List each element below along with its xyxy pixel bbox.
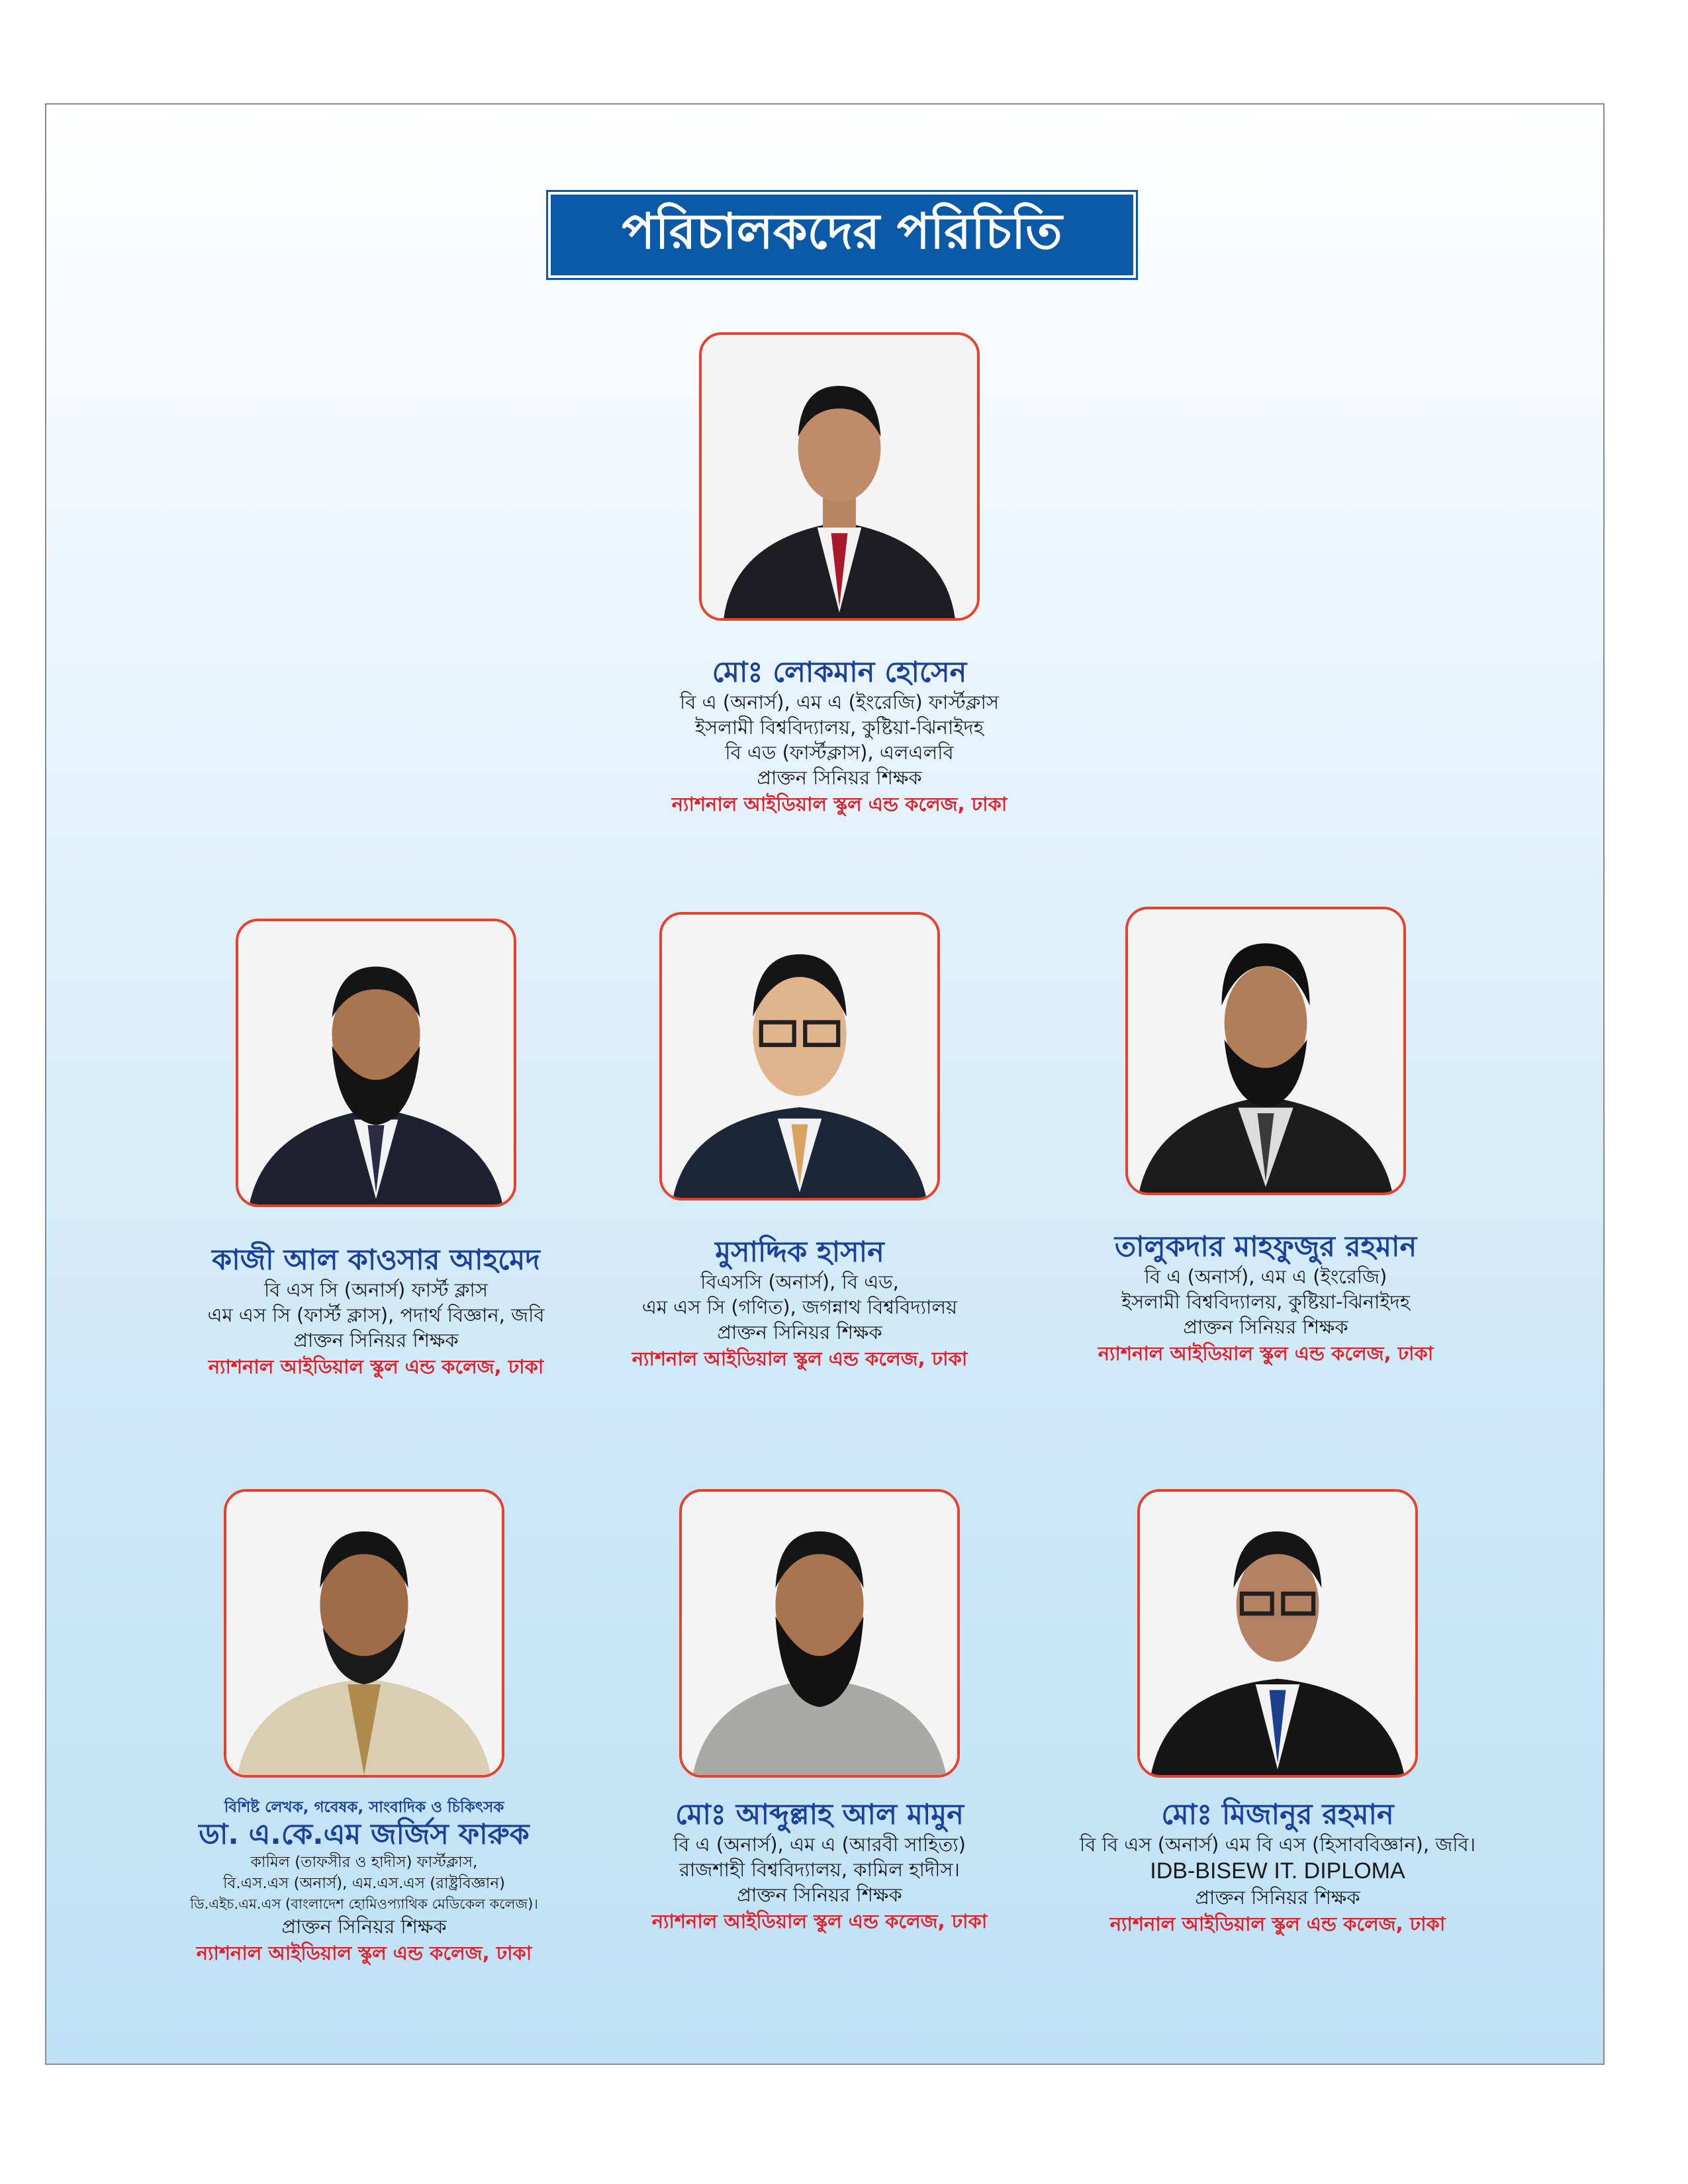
director-position: প্রাক্তন সিনিয়র শিক্ষক — [1183, 1316, 1348, 1338]
director-position: প্রাক্তন সিনিয়র শিক্ষক — [1195, 1886, 1360, 1909]
director-info — [1013, 1797, 1542, 1938]
director-institution: ন্যাশনাল আইডিয়াল স্কুল এন্ড কলেজ, ঢাকা — [671, 793, 1008, 815]
director-photo — [224, 1489, 504, 1778]
director-institution: ন্যাশনাল আইডিয়াল স্কুল এন্ড কলেজ, ঢাকা — [1098, 1342, 1434, 1365]
director-qualification: এম এস সি (গণিত), জগন্নাথ বিশ্ববিদ্যালয় — [641, 1296, 958, 1318]
director-qualification: কামিল (তাফসীর ও হাদীস) ফার্স্টক্লাস, — [250, 1854, 478, 1871]
director-photo — [659, 912, 940, 1201]
director-info — [535, 1235, 1064, 1373]
director-qualification: বি এড (ফার্স্টক্লাস), এলএলবি — [725, 741, 954, 764]
director-qualification: বি.এস.এস (অনার্স), এম.এস.এস (রাষ্ট্রবিজ্ঞান) — [222, 1875, 506, 1892]
director-qualification: এম এস সি (ফার্স্ট ক্লাস), পদার্থ বিজ্ঞান, জবি — [207, 1304, 545, 1326]
director-name: মুসাদ্দিক হাসান — [715, 1236, 884, 1269]
director-photo — [679, 1489, 960, 1778]
director-position: প্রাক্তন সিনিয়র শিক্ষক — [717, 1321, 882, 1343]
director-qualification: ইসলামী বিশ্ববিদ্যালয়, কুষ্টিয়া-ঝিনাইদহ — [695, 716, 984, 739]
director-position: প্রাক্তন সিনিয়র শিক্ষক — [293, 1329, 459, 1351]
director-qualification: বি এ (অনার্স), এম এ (ইংরেজি) ফার্স্টক্লাস — [679, 691, 1000, 713]
portrait-icon — [238, 921, 514, 1205]
director-institution: ন্যাশনাল আইডিয়াল স্কুল এন্ড কলেজ, ঢাকা — [208, 1355, 544, 1378]
director-institution: ন্যাশনাল আইডিয়াল স্কুল এন্ড কলেজ, ঢাকা — [632, 1347, 968, 1370]
director-name: মোঃ লোকমান হোসেন — [712, 656, 967, 689]
director-position: প্রাক্তন সিনিয়র শিক্ষক — [737, 1884, 902, 1906]
director-qualification: রাজশাহী বিশ্ববিদ্যালয়, কামিল হাদীস। — [679, 1858, 960, 1881]
director-name: মোঃ মিজানুর রহমান — [1161, 1798, 1394, 1831]
director-institution: ন্যাশনাল আইডিয়াল স্কুল এন্ড কলেজ, ঢাকা — [651, 1910, 988, 1933]
director-info — [1001, 1230, 1530, 1367]
portrait-icon — [1128, 909, 1403, 1193]
portrait-icon — [226, 1492, 502, 1775]
director-qualification: ডি.এইচ.এম.এস (বাংলাদেশ হোমিওপ্যাথিক মেডিকেল কলেজ)। — [190, 1896, 538, 1912]
director-photo — [1125, 907, 1406, 1195]
portrait-icon — [1140, 1492, 1415, 1775]
portrait-icon — [682, 1492, 957, 1775]
director-tagline: বিশিষ্ট লেখক, গবেষক, সাংবাদিক ও চিকিৎসক — [224, 1799, 504, 1816]
director-qualification: বি এ (অনার্স), এম এ (ইংরেজি) — [1144, 1265, 1387, 1288]
director-name: তালুকদার মাহফুজুর রহমান — [1114, 1230, 1417, 1263]
director-name: ডা. এ.কে.এম জর্জিস ফারুক — [199, 1818, 530, 1851]
director-position: প্রাক্তন সিনিয়র শিক্ষক — [281, 1915, 447, 1938]
director-institution: ন্যাশনাল আইডিয়াল স্কুল এন্ড কলেজ, ঢাকা — [196, 1942, 532, 1964]
director-name: কাজী আল কাওসার আহমেদ — [212, 1244, 540, 1277]
director-photo — [1137, 1489, 1418, 1778]
portrait-icon — [702, 335, 977, 618]
director-info — [575, 655, 1104, 818]
director-photo — [236, 919, 516, 1207]
director-institution: ন্যাশনাল আইডিয়াল স্কুল এন্ড কলেজ, ঢাকা — [1109, 1913, 1446, 1935]
director-name: মোঃ আব্দুল্লাহ আল মামুন — [675, 1798, 964, 1831]
page-title: পরিচালকদের পরিচিতি — [622, 203, 1062, 260]
director-qualification: বি এস সি (অনার্স) ফার্স্ট ক্লাস — [263, 1279, 489, 1301]
director-info — [555, 1797, 1084, 1935]
director-qualification: ইসলামী বিশ্ববিদ্যালয়, কুষ্টিয়া-ঝিনাইদহ — [1121, 1291, 1410, 1313]
director-photo — [699, 332, 980, 621]
director-qualification: বি বি এস (অনার্স) এম বি এস (হিসাববিজ্ঞান), জবি। — [1079, 1833, 1476, 1856]
director-qualification: IDB-BISEW IT. DIPLOMA — [1150, 1858, 1405, 1884]
director-qualification: বি এ (অনার্স), এম এ (আরবী সাহিত্য) — [673, 1833, 966, 1856]
director-info — [99, 1797, 629, 1967]
portrait-icon — [662, 915, 937, 1198]
title-banner — [548, 192, 1136, 278]
director-qualification: বিএসসি (অনার্স), বি এড, — [700, 1271, 899, 1293]
director-position: প্রাক্তন সিনিয়র শিক্ষক — [757, 766, 922, 789]
